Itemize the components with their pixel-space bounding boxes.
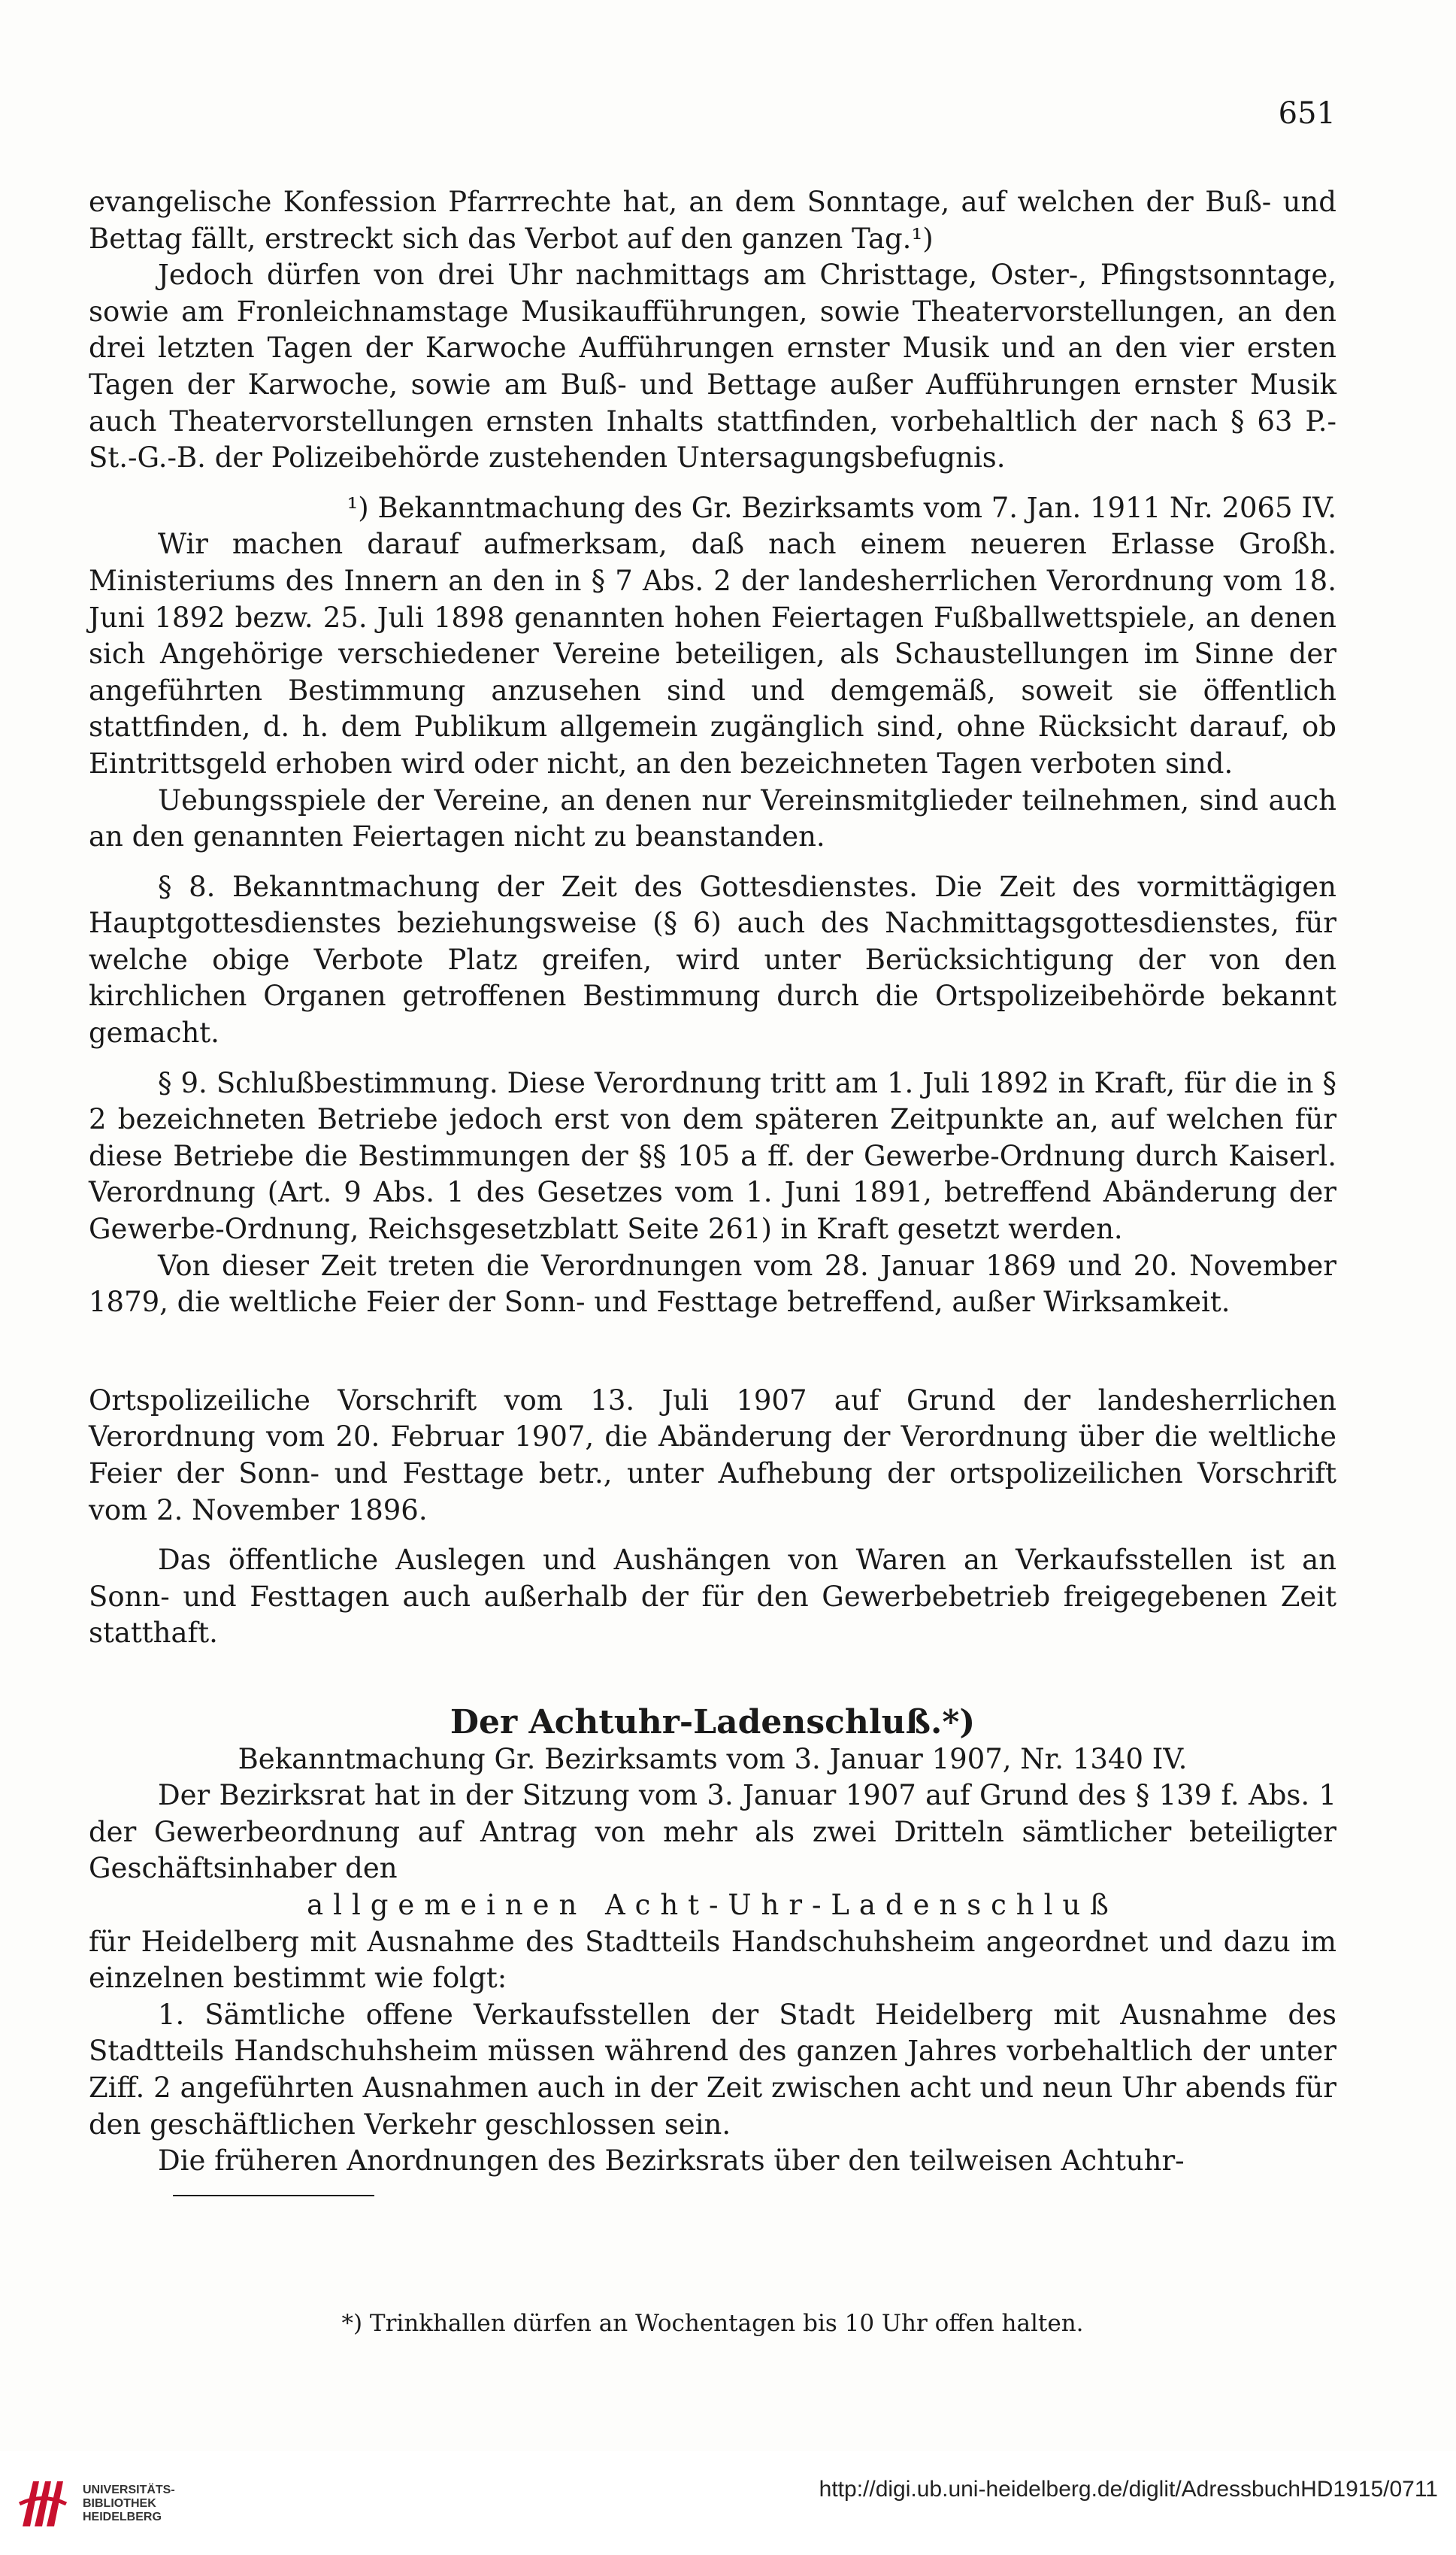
library-seal-icon <box>17 2474 69 2534</box>
paragraph-earlier-orders: Die früheren Anordnungen des Bezirksrats über den teilweisen Achtuhr- <box>158 2144 1185 2178</box>
paragraph-section-8: § 8. Bekanntmachung der Zeit des Gottesdienstes. Die Zeit des vormittägigen Hauptgottesdienstes beziehungsweise (§ 6) auch des Nachmittagsgottesdienstes, für welche obige Verbote Platz greifen, wird unter Berücksichtigung der von den kirchlichen Organen getroffenen Bestimmung durch die Ortspolizeibehörde bekannt gemacht. <box>89 870 1336 1050</box>
paragraph-continuation: evangelische Konfession Pfarrrechte hat, an dem Sonntage, auf welchen der Buß- und Bettag fällt, erstreckt sich das Verbot auf den ganzen Tag.¹) <box>89 186 1336 255</box>
footnote-reference-line: ¹) Bekanntmachung des Gr. Bezirksamts vom 7. Jan. 1911 Nr. 2065 IV. <box>347 491 1336 524</box>
library-logo <box>17 2474 175 2534</box>
section-heading: Der Achtuhr-Ladenschluß.*) <box>450 1702 976 1741</box>
page-footer <box>0 2451 1456 2555</box>
paragraph-exceptions: Jedoch dürfen von drei Uhr nachmittags am Christtage, Oster-, Pfingstsonntage, sowie am Fronleichnamstage Musikaufführungen, sowie Theatervorstellungen, an den drei letzten Tagen der Karwoche Aufführungen ernster Musik und an den vier ersten Tagen der Karwoche, sowie am Buß- und Bettage außer Aufführungen ernster Musik auch Theatervorstellungen ernsten Inhalts stattfinden, vorbehaltlich der nach § 63 P.-St.-G.-B. der Polizeibehörde zustehenden Untersagungsbefugnis. <box>89 259 1336 474</box>
library-name: UNIVERSITÄTS- BIBLIOTHEK HEIDELBERG <box>83 2484 175 2523</box>
paragraph-display-goods: Das öffentliche Auslegen und Aushängen von Waren an Verkaufsstellen ist an Sonn- und Festtagen auch außerhalb der für den Gewerbebetrieb freigegebenen Zeit statthaft. <box>89 1544 1336 1650</box>
page-content <box>89 184 1336 2196</box>
paragraph-item-1: 1. Sämtliche offene Verkaufsstellen der Stadt Heidelberg mit Ausnahme des Stadtteils Handschuhsheim müssen während des ganzen Jahres vorbehaltlich der unter Ziff. 2 angeführten Ausnahmen auch in der Zeit zwischen acht und neun Uhr abends für den geschäftlichen Verkehr geschlossen sein. <box>89 1998 1336 2141</box>
footnote: *) Trinkhallen dürfen an Wochentagen bis 10 Uhr offen halten. <box>341 2310 1084 2337</box>
announcement-line: Bekanntmachung Gr. Bezirksamts vom 3. Januar 1907, Nr. 1340 IV. <box>238 1742 1188 1775</box>
paragraph-football-notice: Wir machen darauf aufmerksam, daß nach einem neueren Erlasse Großh. Ministeriums des Innern an den in § 7 Abs. 2 der landesherrlichen Verordnung vom 18. Juni 1892 bezw. 25. Juli 1898 genannten hohen Feiertagen Fußballwettspiele, an denen sich Angehörige verschiedener Vereine beteiligen, als Schaustellungen im Sinne der angeführten Bestimmung anzusehen sind und demgemäß, soweit sie öffentlich stattfinden, d. h. dem Publikum allgemein zugänglich sind, ohne Rücksicht darauf, ob Eintrittsgeld erhoben wird oder nicht, an den bezeichneten Tagen verboten sind. <box>89 528 1336 780</box>
paragraph-heidelberg: für Heidelberg mit Ausnahme des Stadtteils Handschuhsheim angeordnet und dazu im einzelnen bestimmt wie folgt: <box>89 1925 1336 1995</box>
footnote-divider <box>173 2195 374 2196</box>
page-number: 651 <box>1278 96 1336 131</box>
spaced-title-line: allgemeinen Acht-Uhr-Ladenschluß <box>307 1888 1118 1921</box>
paragraph-local-regulation: Ortspolizeiliche Vorschrift vom 13. Juli 1907 auf Grund der landesherrlichen Verordnung vom 20. Februar 1907, die Abänderung der Verordnung über die weltliche Feier der Sonn- und Festtage betr., unter Aufhebung der ortspolizeilichen Vorschrift vom 2. November 1896. <box>89 1384 1336 1526</box>
source-url[interactable]: http://digi.ub.uni-heidelberg.de/diglit/AdressbuchHD1915/0711 <box>819 2477 1438 2502</box>
paragraph-repeal: Von dieser Zeit treten die Verordnungen vom 28. Januar 1869 und 20. November 1879, die weltliche Feier der Sonn- und Festtage betreffend, außer Wirksamkeit. <box>89 1249 1336 1319</box>
paragraph-district-council: Der Bezirksrat hat in der Sitzung vom 3. Januar 1907 auf Grund des § 139 f. Abs. 1 der Gewerbeordnung auf Antrag von mehr als zwei Dritteln sämtlicher beteiligter Geschäftsinhaber den <box>89 1779 1336 1885</box>
paragraph-practice-games: Uebungsspiele der Vereine, an denen nur Vereinsmitglieder teilnehmen, sind auch an den genannten Feiertagen nicht zu beanstanden. <box>89 783 1336 853</box>
paragraph-section-9: § 9. Schlußbestimmung. Diese Verordnung tritt am 1. Juli 1892 in Kraft, für die in § 2 bezeichneten Betriebe jedoch erst von dem späteren Zeitpunkte an, auf welchen für diese Betriebe die Bestimmungen der §§ 105 a ff. der Gewerbe-Ordnung durch Kaiserl. Verordnung (Art. 9 Abs. 1 des Gesetzes vom 1. Juni 1891, betreffend Abänderung der Gewerbe-Ordnung, Reichsgesetzblatt Seite 261) in Kraft gesetzt werden. <box>89 1066 1336 1246</box>
